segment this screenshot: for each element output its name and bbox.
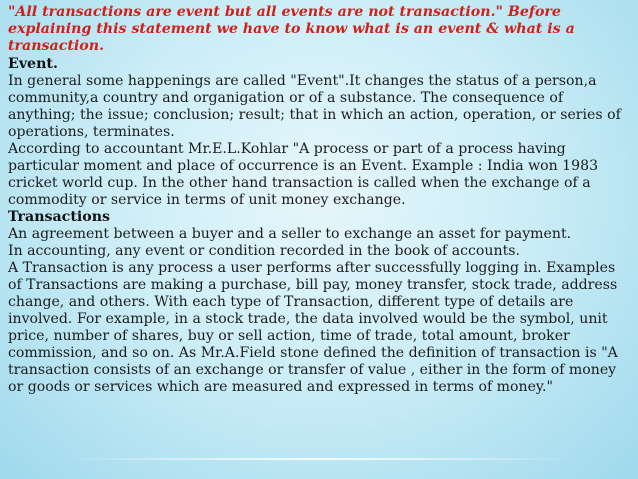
event-title: Event. — [8, 55, 58, 72]
transactions-details-paragraph: A Transaction is any process a user performs after successfully logging in. Examples of Transactions are making a purchase, bill pay, money transfer, stock trade, address change, and others. With each type of Transaction, different type of details are involved. For example, in a stock trade, the data involved would be the symbol, unit price, number of shares, buy or sell action, time of trade, total amount, broker commission, and so on. As Mr.A.Field stone defined the definition of transaction is "A transaction consists of an exchange or transfer of value , either in the form of money or goods or services which are measured and expressed in terms of money." — [8, 260, 618, 396]
headline: "All transactions are event but all events are not transaction." Before explaining this statement we have to know what is an event & what is a transaction. — [8, 4, 575, 55]
event-kohlar-paragraph: According to accountant Mr.E.L.Kohlar "A process or part of a process having particular moment and place of occurrence is an Event. Example : India won 1983 cricket world cup. In the other hand transaction is called when the exchange of a commodity or service in terms of unit money exchange. — [8, 140, 599, 208]
transactions-accounting-paragraph: In accounting, any event or condition recorded in the book of accounts. — [8, 243, 520, 260]
bottom-glow-decoration — [60, 458, 580, 460]
transactions-agreement-paragraph: An agreement between a buyer and a seller to exchange an asset for payment. — [8, 225, 572, 242]
event-definition-paragraph: In general some happenings are called "Event".It changes the status of a person,a community,a country and organigation or of a substance. The consequence of anything; the issue; conclusion; result; that in which an action, operation, or series of operations, terminates. — [8, 72, 621, 140]
slide-content — [8, 4, 632, 396]
transactions-title: Transactions — [8, 208, 111, 225]
